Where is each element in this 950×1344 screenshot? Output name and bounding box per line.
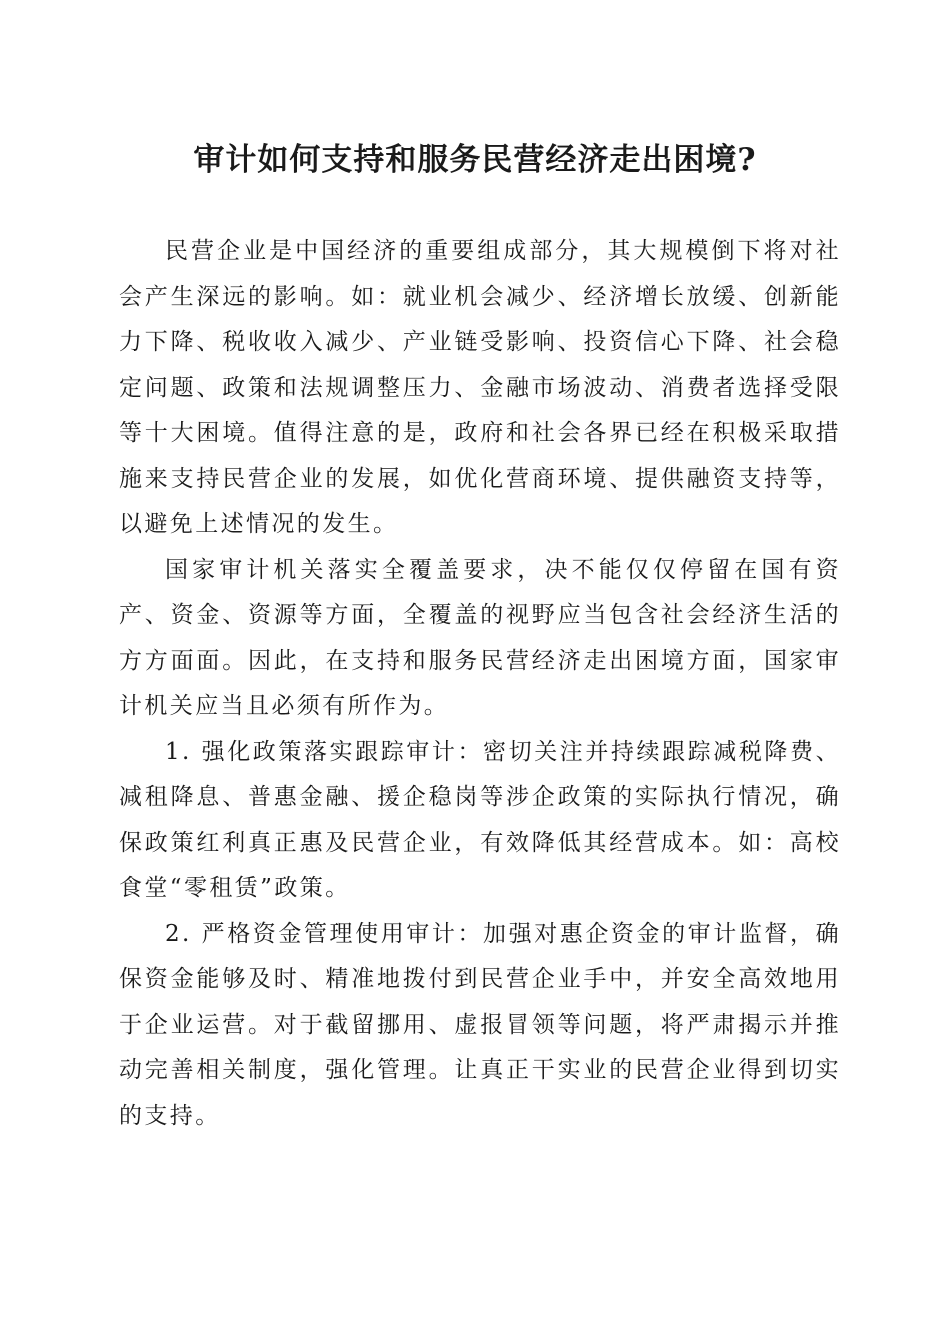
document-body — [119, 229, 841, 1139]
document-title: 审计如何支持和服务民营经济走出困境? — [193, 142, 757, 178]
paragraph-full-coverage: 国家审计机关落实全覆盖要求，决不能仅仅停留在国有资产、资金、资源等方面，全覆盖的视野应当包含社会经济生活的方方面面。因此，在支持和服务民营经济走出困境方面，国家审计机关应当且必须有所作为。 — [119, 556, 841, 719]
paragraph-intro: 民营企业是中国经济的重要组成部分，其大规模倒下将对社会产生深远的影响。如：就业机会减少、经济增长放缓、创新能力下降、税收收入减少、产业链受影响、投资信心下降、社会稳定问题、政策和法规调整压力、金融市场波动、消费者选择受限等十大困境。值得注意的是，政府和社会各界已经在积极采取措施来支持民营企业的发展，如优化营商环境、提供融资支持等，以避免上述情况的发生。 — [119, 238, 841, 537]
paragraph-policy-audit: 1. 强化政策落实跟踪审计：密切关注并持续跟踪减税降费、减租降息、普惠金融、援企稳岗等涉企政策的实际执行情况，确保政策红利真正惠及民营企业，有效降低其经营成本。如：高校食堂“零租赁”政策。 — [119, 738, 841, 901]
paragraph-fund-audit: 2. 严格资金管理使用审计：加强对惠企资金的审计监督，确保资金能够及时、精准地拨付到民营企业手中，并安全高效地用于企业运营。对于截留挪用、虚报冒领等问题，将严肃揭示并推动完善相关制度，强化管理。让真正干实业的民营企业得到切实的支持。 — [119, 920, 841, 1129]
